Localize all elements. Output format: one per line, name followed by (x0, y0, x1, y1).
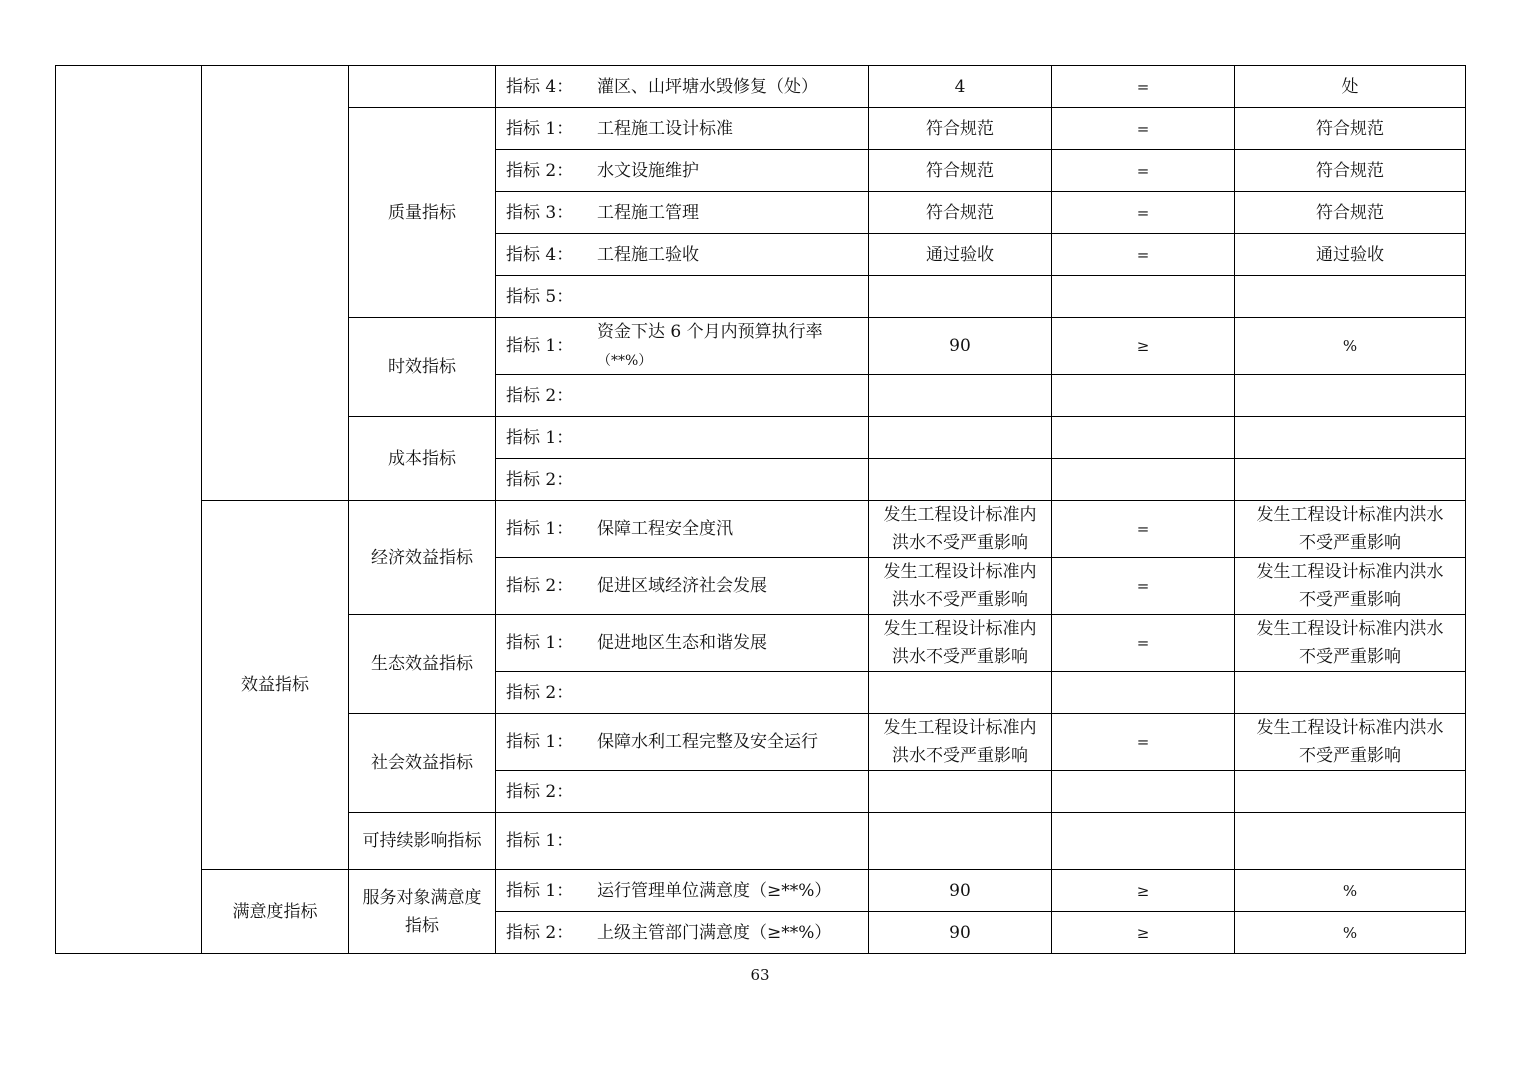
indicator-value (869, 672, 1052, 714)
table-row (56, 870, 1466, 912)
indicator-operator: = (1052, 615, 1235, 672)
indicator-cell (496, 108, 869, 150)
indicator-unit (1235, 459, 1466, 501)
indicator-name: 工程施工验收 (597, 244, 699, 265)
indicator-cell (496, 150, 869, 192)
indicator-operator: = (1052, 234, 1235, 276)
indicator-unit (1235, 417, 1466, 459)
indicator-label: 指标 1： (506, 633, 574, 654)
indicator-operator (1052, 771, 1235, 813)
page-number: 63 (750, 966, 770, 984)
indicator-unit: 处 (1235, 66, 1466, 108)
indicator-cell (496, 813, 869, 870)
indicator-operator: = (1052, 714, 1235, 771)
indicator-unit: 通过验收 (1235, 234, 1466, 276)
indicator-operator: = (1052, 558, 1235, 615)
table-row (56, 66, 1466, 108)
indicator-unit (1235, 771, 1466, 813)
indicator-name: 水文设施维护 (597, 160, 699, 181)
indicator-operator (1052, 276, 1235, 318)
indicator-label: 指标 1： (506, 880, 574, 901)
indicator-value: 90 (869, 912, 1052, 954)
level2-cell-quantity-continued (349, 66, 496, 108)
indicator-value (869, 276, 1052, 318)
indicator-label: 指标 1： (506, 118, 574, 139)
indicator-name: 保障工程安全度汛 (597, 519, 733, 540)
indicator-unit: 符合规范 (1235, 192, 1466, 234)
performance-indicator-table (55, 65, 1466, 954)
indicator-operator: ≥ (1052, 318, 1235, 375)
indicator-operator: = (1052, 150, 1235, 192)
indicator-operator: ≥ (1052, 870, 1235, 912)
indicator-name-note: （**%） (597, 353, 653, 369)
indicator-unit: % (1235, 912, 1466, 954)
indicator-cell (496, 771, 869, 813)
indicator-value: 4 (869, 66, 1052, 108)
level1-cell-output-continued (202, 66, 349, 501)
indicator-value: 发生工程设计标准内洪水不受严重影响 (869, 615, 1052, 672)
indicator-operator: = (1052, 192, 1235, 234)
indicator-label: 指标 3： (506, 202, 574, 223)
level2-economic: 经济效益指标 (349, 501, 496, 615)
indicator-value: 90 (869, 318, 1052, 375)
indicator-value (869, 813, 1052, 870)
indicator-cell (496, 66, 869, 108)
indicator-unit (1235, 672, 1466, 714)
table-row (56, 501, 1466, 558)
indicator-cell (496, 912, 869, 954)
indicator-label: 指标 1： (506, 519, 574, 540)
indicator-unit: 发生工程设计标准内洪水不受严重影响 (1235, 714, 1466, 771)
indicator-name: 上级主管部门满意度（≥**%） (597, 922, 832, 943)
indicator-name: 促进区域经济社会发展 (597, 576, 767, 597)
indicator-unit (1235, 813, 1466, 870)
indicator-cell (496, 714, 869, 771)
indicator-unit: 发生工程设计标准内洪水不受严重影响 (1235, 615, 1466, 672)
indicator-label: 指标 2： (506, 682, 574, 703)
indicator-value (869, 417, 1052, 459)
indicator-label: 指标 2： (506, 160, 574, 181)
indicator-cell (496, 417, 869, 459)
indicator-label: 指标 2： (506, 922, 574, 943)
indicator-value (869, 459, 1052, 501)
indicator-cell (496, 318, 869, 375)
indicator-cell (496, 375, 869, 417)
indicator-operator (1052, 375, 1235, 417)
level2-ecological: 生态效益指标 (349, 615, 496, 714)
indicator-value: 符合规范 (869, 192, 1052, 234)
indicator-cell (496, 615, 869, 672)
indicator-operator: = (1052, 66, 1235, 108)
indicator-unit: 发生工程设计标准内洪水不受严重影响 (1235, 558, 1466, 615)
level2-social: 社会效益指标 (349, 714, 496, 813)
indicator-name: 工程施工管理 (597, 202, 699, 223)
level1-cell-continued (56, 66, 202, 954)
indicator-value: 发生工程设计标准内洪水不受严重影响 (869, 714, 1052, 771)
indicator-name: 资金下达 6 个月内预算执行率 (597, 322, 823, 342)
indicator-value: 90 (869, 870, 1052, 912)
indicator-label: 指标 2： (506, 781, 574, 802)
indicator-label: 指标 1： (506, 336, 574, 356)
level1-satisfaction: 满意度指标 (202, 870, 349, 954)
indicator-unit: 符合规范 (1235, 108, 1466, 150)
level2-cost: 成本指标 (349, 417, 496, 501)
level2-timeliness: 时效指标 (349, 318, 496, 417)
indicator-name: 促进地区生态和谐发展 (597, 633, 767, 654)
indicator-label: 指标 1： (506, 831, 574, 852)
indicator-label: 指标 1： (506, 427, 574, 448)
indicator-name-wrap (597, 318, 842, 374)
indicator-value: 发生工程设计标准内洪水不受严重影响 (869, 558, 1052, 615)
indicator-operator (1052, 672, 1235, 714)
indicator-label: 指标 2： (506, 576, 574, 597)
indicator-operator (1052, 417, 1235, 459)
indicator-cell (496, 501, 869, 558)
indicator-operator (1052, 459, 1235, 501)
level2-quality: 质量指标 (349, 108, 496, 318)
indicator-cell (496, 234, 869, 276)
indicator-name: 保障水利工程完整及安全运行 (597, 732, 818, 753)
indicator-label: 指标 2： (506, 385, 574, 406)
indicator-unit: 符合规范 (1235, 150, 1466, 192)
level2-sustainable: 可持续影响指标 (349, 813, 496, 870)
indicator-cell (496, 192, 869, 234)
indicator-value: 发生工程设计标准内洪水不受严重影响 (869, 501, 1052, 558)
indicator-unit (1235, 375, 1466, 417)
indicator-value: 通过验收 (869, 234, 1052, 276)
indicator-cell (496, 459, 869, 501)
indicator-name: 灌区、山坪塘水毁修复（处） (597, 76, 818, 97)
indicator-operator: = (1052, 108, 1235, 150)
level1-benefit: 效益指标 (202, 501, 349, 870)
indicator-unit: % (1235, 870, 1466, 912)
indicator-unit: 发生工程设计标准内洪水不受严重影响 (1235, 501, 1466, 558)
level2-service: 服务对象满意度指标 (349, 870, 496, 954)
indicator-cell (496, 558, 869, 615)
indicator-label: 指标 4： (506, 76, 574, 97)
indicator-name: 工程施工设计标准 (597, 118, 733, 139)
indicator-cell (496, 276, 869, 318)
indicator-cell (496, 870, 869, 912)
indicator-operator (1052, 813, 1235, 870)
indicator-operator: ≥ (1052, 912, 1235, 954)
indicator-unit: % (1235, 318, 1466, 375)
indicator-label: 指标 5： (506, 286, 574, 307)
indicator-value (869, 375, 1052, 417)
indicator-cell (496, 672, 869, 714)
indicator-value: 符合规范 (869, 108, 1052, 150)
indicator-name: 运行管理单位满意度（≥**%） (597, 880, 832, 901)
indicator-label: 指标 2： (506, 469, 574, 490)
indicator-label: 指标 4： (506, 244, 574, 265)
indicator-value: 符合规范 (869, 150, 1052, 192)
indicator-unit (1235, 276, 1466, 318)
indicator-value (869, 771, 1052, 813)
indicator-label: 指标 1： (506, 732, 574, 753)
indicator-operator: = (1052, 501, 1235, 558)
